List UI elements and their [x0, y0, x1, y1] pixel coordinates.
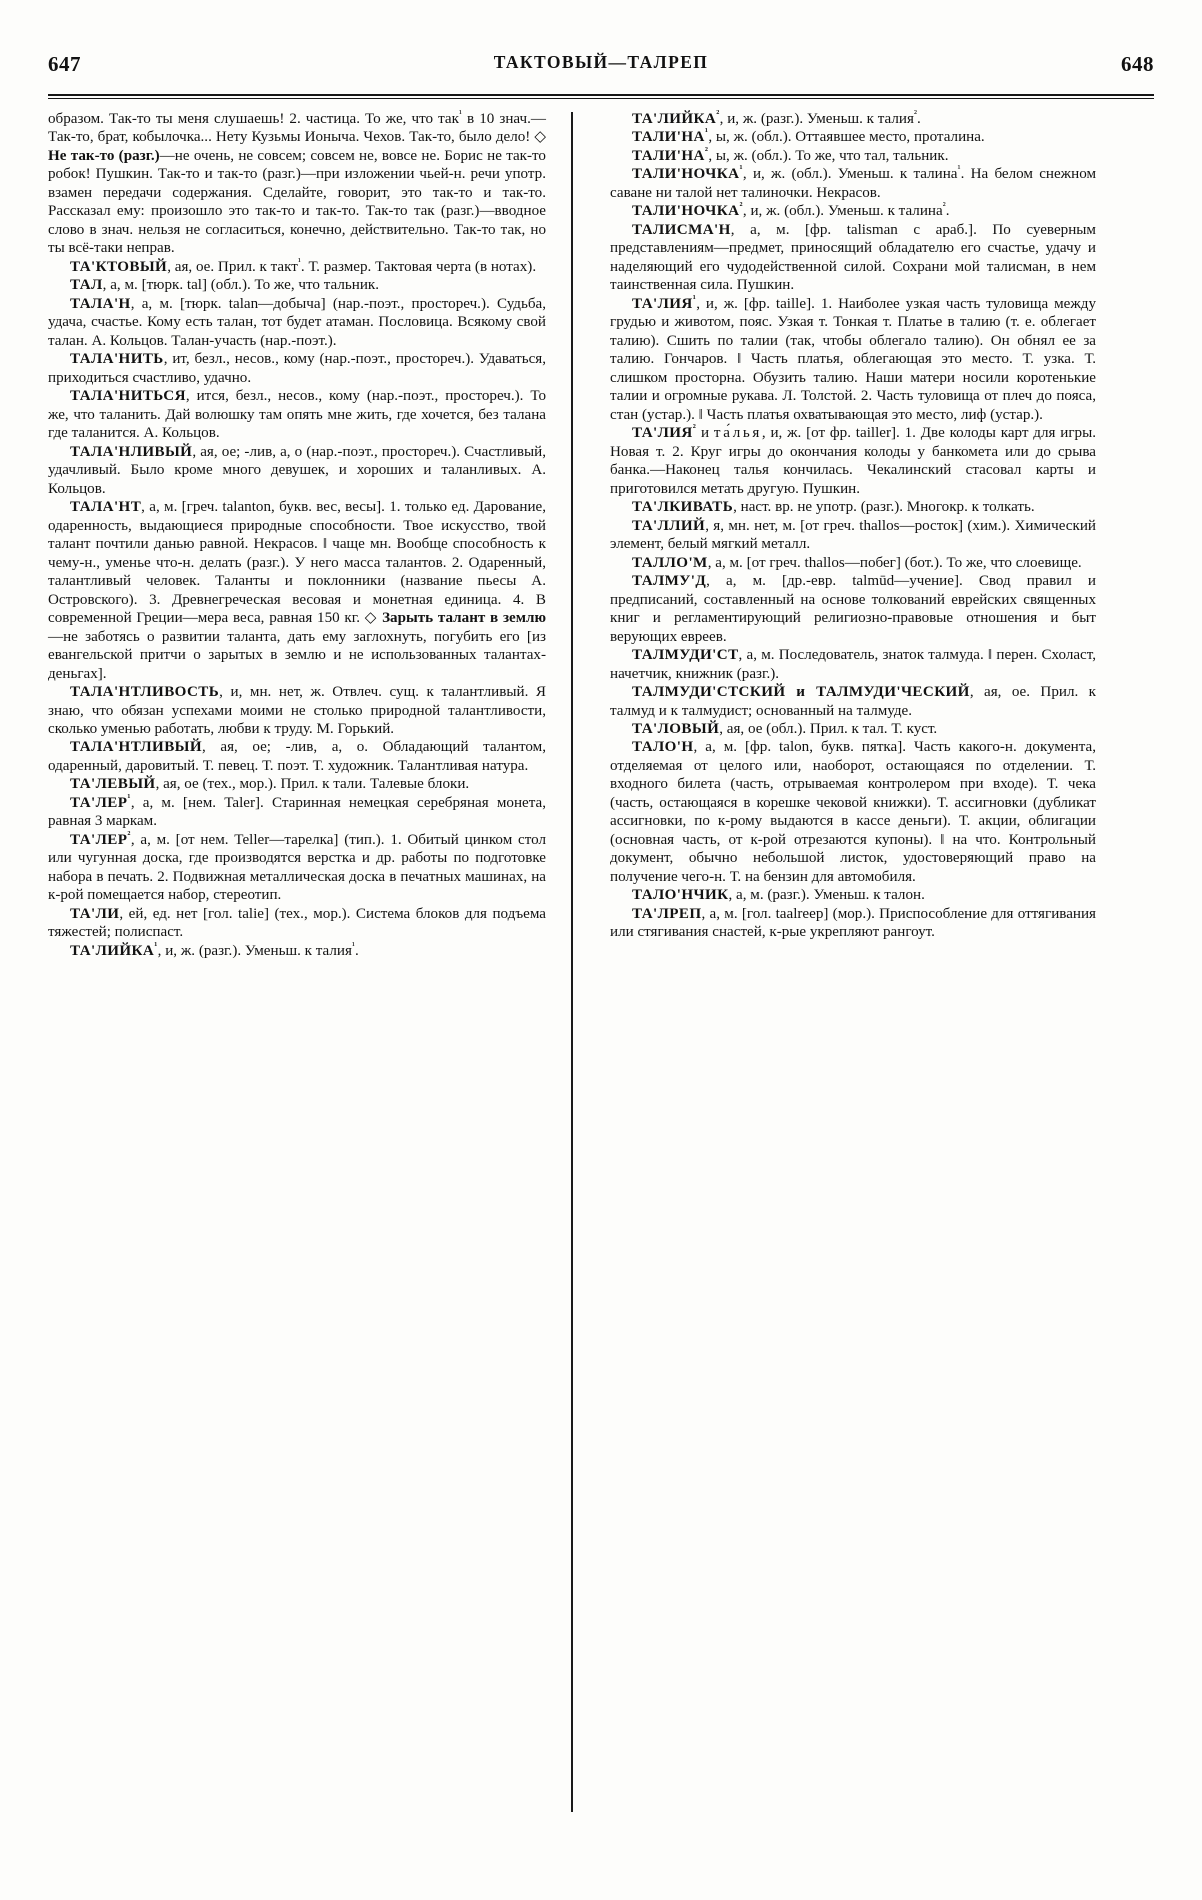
dictionary-entry: ТАЛО'НЧИК, а, м. (разг.). Уменьш. к талон. — [632, 887, 925, 904]
dictionary-entry: ТАЛМУ'Д, а, м. [др.-евр. talmūd—учение]. Свод правил и предписаний, составленный на основе толкований еврейских священных книг и регламентирующий религиозно-правовые отношения и быт верующих евреев. — [610, 573, 1096, 645]
dictionary-entry: ТА'ЛРЕП, а, м. [гол. taalreep] (мор.). Приспособление для оттягивания или стягивания снастей, к-рые укрепляют рангоут. — [610, 905, 1096, 941]
dictionary-entry: ТА'КТОВЫЙ, ая, ое. Прил. к такт$^{^1}$. Т. размер. Тактовая черта (в нотах). — [70, 256, 537, 275]
column-divider — [571, 112, 573, 1812]
dictionary-entry: ТАЛМУДИ'СТСКИЙ и ТАЛМУДИ'ЧЕСКИЙ, ая, ое. Прил. к талмуд и к талмудист; основанный на талмуде. — [610, 684, 1096, 719]
running-head — [48, 52, 1154, 92]
dictionary-entry: $ТА'ЛИЯ^{^1}$, и, ж. [фр. taille]. 1. Наиболее узкая часть туловища между грудью и животом, пояс. Узкая т. Тонкая т. Платье в талию (т. е. облегает талию). Сшить по талии (так, чтобы облегало талию). Он обнял ее за талию. Гончаров. ‖ Часть платья, облегающая это место. Т. узка. Т. слишком просторна. Обузить талию. Наши матери носили коротенькие талии и огромные рукава. Л. Толстой. 2. Часть туловища от плеч до пояса, стан (устар.). ‖ Часть платья охватывающая это место, лиф (устар.). — [610, 293, 1096, 423]
dictionary-entry: ТАЛ, а, м. [тюрк. tal] (обл.). То же, что тальник. — [70, 277, 380, 294]
right-column — [584, 110, 1096, 1850]
left-column — [48, 110, 560, 1850]
entry-continuation: образом. Так-то ты меня слушаешь! 2. частица. То же, что так$^{^1}$ в 10 знач.—Так-то, брат, кобылочка... Нету Кузьмы Ионыча. Чехов. Так-то, было дело! ◇ Не так-то (разг.)—не очень, не совсем; совсем не, вовсе не. Борис не так-то робок! Пушкин. Так-то и так-то (разг.)—при изложении чьей-н. речи употр. взамен передачи содержания. Сделайте, говорит, это так-то и так-то. Рассказал ему: произошло это так-то и так-то. Так-то так (разг.)—вводное слово в знач. нельзя не согласиться, конечно, действительно. Так-то так, но ты всё-таки неправ. — [48, 108, 546, 257]
dictionary-entry: ТАЛА'НТЛИВЫЙ, ая, ое; -лив, а, о. Обладающий талантом, одаренный, даровитый. Т. певец. Т. поэт. Т. художник. Талантливая натура. — [48, 739, 546, 774]
dictionary-entry: ТАЛО'Н, а, м. [фр. talon, букв. пятка]. Часть какого-н. документа, отделяемая от целого или, наоборот, остающаяся по отделении. Т. входного билета (часть, отрываемая контролером при входе). Т. чека (часть, остающаяся в корешке чековой книжки). Т. ассигновки (дубликат ассигновки, по к-рому выдаются в кассе деньги). Т. акции, облигации (основная часть, от к-рой отрезаются купоны). ‖ на что. Контрольный документ, обычно небольшой листок, удостоверяющий право на получение чего-н. Т. на бензин для автомобиля. — [610, 739, 1096, 885]
dictionary-entry: ТАЛА'НИТЬСЯ, ится, безл., несов., кому (нар.-поэт., простореч.). То же, что таланить. Дай волюшку там опять мне жить, где хочется, без талана где таланится. А. Кольцов. — [48, 388, 546, 442]
dictionary-entry: ТА'ЛЕВЫЙ, ая, ое (тех., мор.). Прил. к тали. Талевые блоки. — [70, 776, 470, 793]
dictionary-entry: $ТА'ЛИЙКА^{^2}$, и, ж. (разг.). Уменьш. к талия$^{^2}$. — [632, 108, 921, 127]
folio-left: 647 — [48, 52, 81, 76]
dictionary-entry: ТАЛА'Н, а, м. [тюрк. talan—добыча] (нар.-поэт., простореч.). Судьба, удача, счастье. Кому есть талан, тот будет атаман. Пословица. Всякому свой талан. А. Кольцов. Талан-участь (нар.-поэт.). — [48, 295, 546, 349]
dictionary-entry: $ТАЛИ'НА^{^1}$, ы, ж. (обл.). Оттаявшее место, проталина. — [632, 127, 985, 146]
dictionary-entry: $ТА'ЛИЯ^{^2}$ и та́лья, и, ж. [от фр. tailler]. 1. Две колоды карт для игры. Новая т. 2. Круг игры до окончания колоды у банкомета или до срыва банка.—Наконец талья кончилась. Чекалинский стасовал карты и приготовился метать другую. Пушкин. — [610, 423, 1097, 497]
dictionary-entry: ТАЛА'НЛИВЫЙ, ая, ое; -лив, а, о (нар.-поэт., простореч.). Счастливый, удачливый. Было кроме много девушек, и хороших и таланливых. А. Кольцов. — [48, 443, 546, 497]
dictionary-entry: $ТАЛИ'НОЧКА^{^1}$, и, ж. (обл.). Уменьш. к талина$^{^1}$. На белом снежном саване ни талой нет талиночки. Некрасов. — [610, 164, 1096, 201]
column-container — [48, 110, 1154, 1850]
dictionary-entry: ТАЛЛО'М, а, м. [от греч. thallos—побег] (бот.). То же, что слоевище. — [632, 554, 1082, 571]
dictionary-entry: ТА'ЛОВЫЙ, ая, ое (обл.). Прил. к тал. Т. куст. — [632, 720, 938, 737]
running-title: ТАКТОВЫЙ—ТАЛРЕП — [493, 52, 709, 72]
dictionary-entry: ТАЛА'НИТЬ, ит, безл., несов., кому (нар.-поэт., простореч.). Удаваться, приходиться счастливо, удачно. — [48, 351, 546, 386]
dictionary-entry: ТАЛИСМА'Н, а, м. [фр. talisman с араб.]. По суеверным представлениям—предмет, приносящий обладателю его счастье, удачу и наделяющий его чудодейственной силой. Сохрани мой талисман, в нем таинственная сила. Пушкин. — [610, 221, 1096, 294]
folio-right: 648 — [1121, 52, 1154, 76]
dictionary-entry: $ТАЛИ'НОЧКА^{^2}$, и, ж. (обл.). Уменьш. к талина$^{^2}$. — [632, 201, 950, 220]
dictionary-entry: $ТАЛИ'НА^{^2}$, ы, ж. (обл.). То же, что тал, тальник. — [632, 145, 949, 164]
dictionary-entry: ТАЛА'НТЛИВОСТЬ, и, мн. нет, ж. Отвлеч. сущ. к талантливый. Я знаю, что обязан успехами моими не столько природной талантливости, сколько уменью работать, любви к труду. М. Горький. — [48, 684, 546, 737]
dictionary-entry: ТАЛА'НТ, а, м. [греч. talanton, букв. вес, весы]. 1. только ед. Дарование, одаренность, выдающиеся природные способности. Твое искусство, твой талант почтили данью равной. Некрасов. ‖ чаще мн. Вообще способность к чему-н., уменье что-н. делать (разг.). У него масса талантов. 2. Одаренный, талантливый человек. Таланты и поклонники (название пьесы А. Островского). 3. Древнегреческая весовая и монетная единица. 4. В современной Греции—мера веса, равная 150 кг. ◇ Зарыть талант в землю—не заботясь о развитии таланта, дать ему заглохнуть, погубить его [из евангельской притчи о зарытых в землю и не использованных талантах-деньгах]. — [48, 499, 546, 682]
dictionary-entry: ТА'ЛКИВАТЬ, наст. вр. не употр. (разг.). Многокр. к толкать. — [632, 499, 1035, 516]
dictionary-entry: ТА'ЛИ, ей, ед. нет [гол. talie] (тех., мор.). Система блоков для подъема тяжестей; полиспаст. — [48, 905, 546, 941]
dictionary-entry: ТАЛМУДИ'СТ, а, м. Последователь, знаток талмуда. ‖ перен. Схоласт, начетчик, книжник (разг.). — [610, 647, 1096, 682]
dictionary-entry: $ТА'ЛИЙКА^{^1}$, и, ж. (разг.). Уменьш. к талия$^{^1}$. — [70, 940, 359, 959]
dictionary-entry: $ТА'ЛЕР^{^1}$, а, м. [нем. Taler]. Старинная немецкая серебряная монета, равная 3 маркам. — [48, 792, 546, 830]
dictionary-entry: ТА'ЛЛИЙ, я, мн. нет, м. [от греч. thallos—росток] (хим.). Химический элемент, белый мягкий металл. — [610, 517, 1096, 553]
dictionary-entry: $ТА'ЛЕР^{^2}$, а, м. [от нем. Teller—тарелка] (тип.). 1. Обитый цинком стол или чугунная доска, где производятся верстка и др. работы по подготовке набора в печать. 2. Подвижная металлическая доска в печатных машинах, на к-рой помещается набор, стереотип. — [48, 829, 546, 904]
header-rule — [48, 94, 1154, 99]
